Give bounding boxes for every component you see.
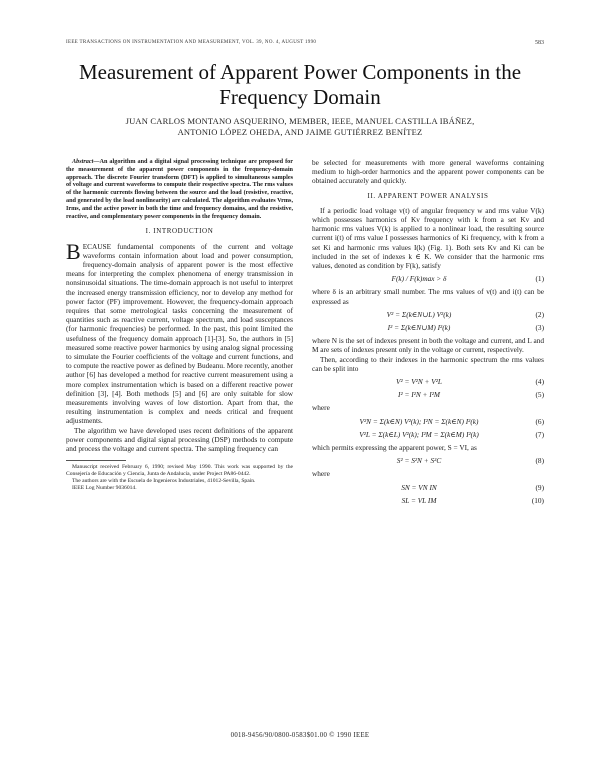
equation-2 xyxy=(312,310,544,319)
equation-6-number: (6) xyxy=(535,416,544,426)
left-column xyxy=(66,158,293,491)
equation-9 xyxy=(312,483,544,492)
equation-10-number: (10) xyxy=(531,495,544,505)
equation-7 xyxy=(312,430,544,439)
analysis-paragraph-4: Then, according to their indexes in the harmonic spectrum the rms values can be split into xyxy=(312,354,544,373)
equation-3-body: I² = Σ(k∈N∪M) I²(k) xyxy=(387,323,451,333)
abstract-text: An algorithm and a digital signal processing technique are proposed for the measurement of the apparent power components in the frequency-domain approach. The discrete Fourier transform (DFT) is applied to simultaneous samples of voltage and current waveforms to compute their respective spectra. The rms values of the harmonic currents flowing between the source and the load (resistive, reactive, and generated by the load nonlinearity) are calculated. The algorithm evaluates Vrms, Irms, and the active power in both the time and frequency domains, and the resistive, reactive, and complementary power components in the frequency domain. xyxy=(66,158,293,220)
equation-1 xyxy=(312,274,544,283)
title-line-2: Frequency Domain xyxy=(219,85,381,109)
equation-5 xyxy=(312,390,544,399)
right-paragraph-continued: be selected for measurements with more general waveforms containing medium to high-order harmonics and the apparent power components can be obtained accurately and quickly. xyxy=(312,158,544,186)
copyright-line: 0018-9456/90/0800-0583$01.00 © 1990 IEEE xyxy=(230,732,370,739)
analysis-paragraph-1: If a periodic load voltage v(t) of angular frequency w and rms value V(k) which possesses harmonics of Kv frequency with k from a set Kv and harmonic rms values V(k) is applied to a nonlinear load, the resulting source current i(t) of rms value I possesses harmonics of Ki frequency, with k from a set Ki and harmonic rms values I(k) (Fig. 1). Both sets Kv and Ki can be included in the set of indexes k ∈ K. We consider that the harmonic rms values, denoted as condition by F(k), satisfy xyxy=(312,205,544,271)
equation-10-body: SL = VL IM xyxy=(401,495,437,505)
equation-1-number: (1) xyxy=(535,274,544,284)
intro-paragraph-1-text: ECAUSE fundamental components of the current and voltage waveforms contain information about load and power consumption, frequency-domain analysis of apparent power is the most effective means for interpreting the complex phenomena of energy transmission in nonsinusoidal situations. The time-domain approach is not useful to interpret the increased energy transmission efficiency, nor to develop any method for power factor (PF) improvement. However, the frequency-domain approach requires that some metrological tasks concerning the measurement of quantities such as reactive current, voltage spectrum, and load susceptances (for harmonic frequencies) be performed. In the past, this point limited the usefulness of the frequency domain approach [1]-[3]. So, the authors in [5] measured some reactive power harmonics by using analog signal processing to simulate the Fourier coefficients of the voltage and current functions, and to compute the reactive power as defined by Budeanu. More recently, another author [6] has developed a method for reactive current measurement using a more complex instrumentation which is based on a different reactive power definition [3], [4]. Both methods [5] and [6] are only suitable for slow measurements involving waves of low distortion. Apart from that, the resulting instrumentation is complex and needs critical and frequent adjustments. xyxy=(66,241,293,426)
intro-paragraph-2: The algorithm we have developed uses recent definitions of the apparent power components and digital signal processing (DSP) methods to compute and process the voltage and current spectra. The sampling frequency can xyxy=(66,425,293,454)
equation-7-body: V²L = Σ(k∈L) V²(k); I²M = Σ(k∈M) I²(k) xyxy=(359,429,479,439)
equation-6 xyxy=(312,417,544,426)
section-heading-apparent-power: II. APPARENT POWER ANALYSIS xyxy=(367,191,489,200)
running-head: IEEE TRANSACTIONS ON INSTRUMENTATION AND MEASUREMENT, VOL. 39, NO. 4, AUGUST 1990 xyxy=(66,40,317,45)
intro-paragraph-1 xyxy=(66,238,293,426)
equation-5-number: (5) xyxy=(535,390,544,400)
equation-3-number: (3) xyxy=(535,323,544,333)
equation-7-number: (7) xyxy=(535,429,544,439)
abstract-label: Abstract— xyxy=(72,158,100,165)
analysis-paragraph-3: where N is the set of indexes present in both the voltage and current, and L and M are sets of indexes present only in the voltage or current, respectively. xyxy=(312,336,544,355)
right-column xyxy=(312,158,544,509)
footnote-affiliation: The authors are with the Escuela de Ingenieros Industriales, 41012-Sevilla, Spain. xyxy=(72,477,256,484)
equation-6-body: V²N = Σ(k∈N) V²(k); I²N = Σ(k∈N) I²(k) xyxy=(359,416,479,426)
equation-5-body: I² = I²N + I²M xyxy=(398,390,440,400)
equation-1-body: F(k) / F(k)max > δ xyxy=(391,274,447,284)
analysis-paragraph-2: where δ is an arbitrary small number. The rms values of v(t) and i(t) can be expressed as xyxy=(312,287,544,306)
equation-8-body: S² = S²N + S²C xyxy=(396,456,442,466)
equation-9-number: (9) xyxy=(535,482,544,492)
equation-4 xyxy=(312,377,544,386)
equation-8-number: (8) xyxy=(535,456,544,466)
equation-4-body: V² = V²N + V²L xyxy=(395,377,442,387)
equation-9-body: SN = VN IN xyxy=(401,482,437,492)
equation-4-number: (4) xyxy=(535,377,544,387)
footnote-manuscript: Manuscript received February 6, 1990; revised May 1990. This work was supported by the Consejería de Educación y Ciencia, Junta de Andalucía, under Project PA86-0442. xyxy=(66,464,293,478)
where-label-1: where xyxy=(312,403,330,413)
drop-cap: B xyxy=(66,238,81,264)
equation-3 xyxy=(312,323,544,332)
title-line-1: Measurement of Apparent Power Components in the xyxy=(78,60,522,84)
where-label-2: where xyxy=(312,469,330,479)
analysis-paragraph-5: which permits expressing the apparent power, S = VI, as xyxy=(312,443,477,453)
equation-10 xyxy=(312,496,544,505)
footnote-log-number: IEEE Log Number 9036014. xyxy=(72,484,137,491)
equation-2-body: V² = Σ(k∈N∪L) V²(k) xyxy=(386,309,452,319)
footnote-divider xyxy=(66,460,126,461)
section-heading-introduction: I. INTRODUCTION xyxy=(145,227,214,236)
author-list xyxy=(0,116,600,138)
authors-line-1: JUAN CARLOS MONTANO ASQUERINO, MEMBER, IEEE, MANUEL CASTILLA IBÁÑEZ, xyxy=(125,116,475,126)
abstract xyxy=(66,158,293,220)
page-number: 583 xyxy=(535,40,544,46)
equation-2-number: (2) xyxy=(535,309,544,319)
equation-8 xyxy=(312,456,544,465)
paper-title xyxy=(0,60,600,110)
authors-line-2: ANTONIO LÓPEZ OHEDA, AND JAIME GUTIÉRREZ BENÍTEZ xyxy=(177,127,423,137)
